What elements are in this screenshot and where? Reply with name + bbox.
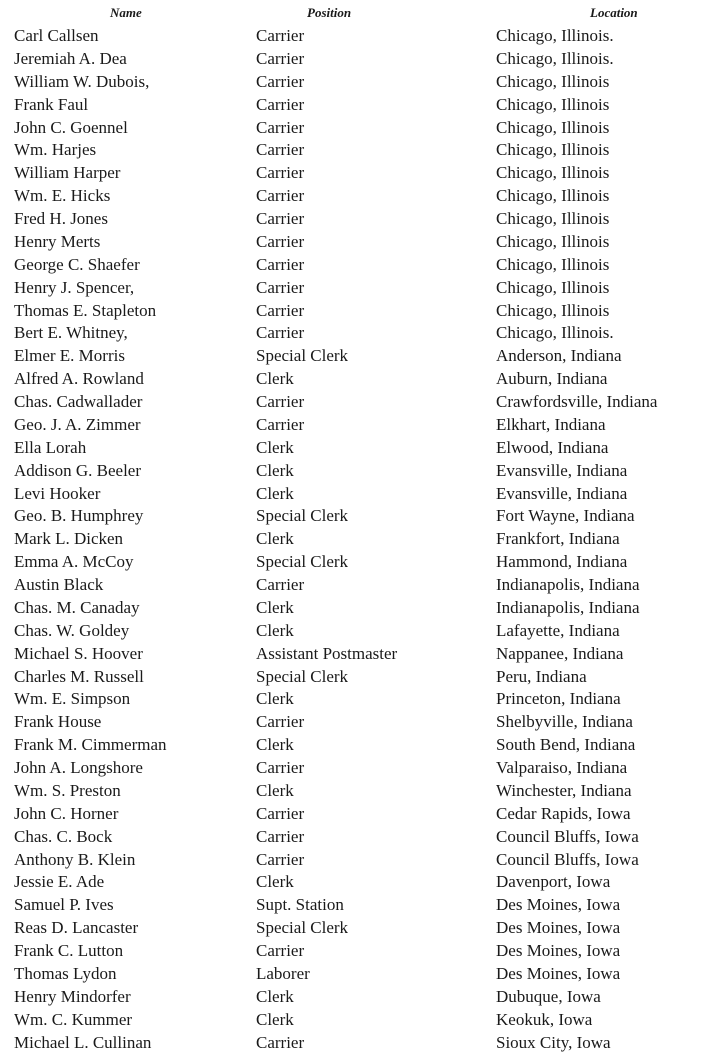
row-name: Geo. J. A. Zimmer [14,414,141,434]
table-row [0,780,724,803]
row-name: Henry Merts [14,231,101,251]
row-location: Des Moines, Iowa [496,941,621,960]
table-row [0,963,724,986]
row-name: Thomas Lydon [14,963,117,983]
row-position: Clerk [256,735,294,755]
row-location: Elkhart, Indiana [496,414,606,434]
row-position: Clerk [256,437,294,457]
row-location: Dubuque, Iowa [496,986,601,1006]
header-name: Name [110,5,142,20]
table-row [0,1009,724,1032]
table-row [0,666,724,689]
row-position: Carrier [256,758,305,777]
table-row [0,711,724,734]
row-location: Davenport, Iowa [496,872,611,892]
row-name: Elmer E. Morris [14,346,125,366]
row-location: Shelbyville, Indiana [496,712,633,732]
row-location: Hammond, Indiana [496,552,628,572]
table-row [0,643,724,666]
row-position: Special Clerk [256,918,349,938]
row-location: Chicago, Illinois [496,231,610,251]
row-position: Carrier [256,48,305,68]
table-row [0,505,724,528]
row-position: Carrier [256,575,305,594]
row-location: Fort Wayne, Indiana [496,506,635,526]
row-location: Sioux City, Iowa [496,1032,611,1052]
row-location: Crawfordsville, Indiana [496,392,658,411]
row-location: Nappanee, Indiana [496,643,624,663]
row-position: Carrier [256,71,305,91]
row-name: Ella Lorah [14,437,87,457]
row-location: Elwood, Indiana [496,437,609,457]
row-name: Henry J. Spencer, [14,277,135,297]
row-position: Special Clerk [256,552,349,572]
row-location: Evansville, Indiana [496,483,628,503]
table-row [0,437,724,460]
row-name: Carl Callsen [14,26,99,45]
row-position: Carrier [256,300,305,320]
row-name: John A. Longshore [14,758,143,777]
table-header [0,5,724,23]
row-name: Frank Faul [14,94,89,114]
row-name: Chas. C. Bock [14,826,113,846]
row-name: Reas D. Lancaster [14,918,139,938]
table-row [0,551,724,574]
row-location: Keokuk, Iowa [496,1009,593,1029]
row-name: Chas. W. Goldey [14,620,130,640]
row-location: Chicago, Illinois [496,254,610,274]
row-name: Geo. B. Humphrey [14,506,144,526]
row-position: Carrier [256,323,305,343]
row-position: Carrier [256,231,305,251]
table-row [0,597,724,620]
row-position: Clerk [256,986,294,1006]
row-position: Carrier [256,94,305,114]
row-position: Carrier [256,117,305,137]
row-name: Charles M. Russell [14,666,144,686]
table-row [0,368,724,391]
row-name: Fred H. Jones [14,209,108,228]
row-position: Carrier [256,803,305,823]
row-location: Indianapolis, Indiana [496,597,640,617]
row-location: Chicago, Illinois [496,209,610,228]
row-position: Clerk [256,483,294,503]
table-row [0,940,724,963]
table-row [0,1032,724,1055]
table-body [0,25,724,1054]
header-location: Location [590,5,638,20]
row-location: Peru, Indiana [496,666,587,686]
row-position: Carrier [256,941,305,960]
row-position: Clerk [256,872,294,892]
table-row [0,48,724,71]
row-position: Clerk [256,1009,294,1029]
row-location: Princeton, Indiana [496,689,621,709]
row-name: Levi Hooker [14,483,101,503]
table-row [0,231,724,254]
table-row [0,94,724,117]
table-row [0,254,724,277]
row-name: Thomas E. Stapleton [14,300,157,320]
table-row [0,917,724,940]
row-name: Mark L. Dicken [14,529,124,549]
table-row [0,483,724,506]
row-position: Carrier [256,712,305,732]
table-row [0,688,724,711]
row-position: Carrier [256,392,305,411]
row-position: Carrier [256,826,305,846]
table-row [0,345,724,368]
row-position: Special Clerk [256,666,349,686]
row-location: Chicago, Illinois. [496,48,614,68]
row-name: Jessie E. Ade [14,872,105,892]
table-row [0,185,724,208]
table-row [0,277,724,300]
row-location: Chicago, Illinois [496,277,610,297]
row-name: Chas. M. Canaday [14,597,140,617]
table-row [0,757,724,780]
row-name: George C. Shaefer [14,254,140,274]
table-row [0,414,724,437]
row-location: Evansville, Indiana [496,460,628,480]
row-location: Des Moines, Iowa [496,918,621,938]
row-name: Henry Mindorfer [14,986,131,1006]
row-location: Chicago, Illinois [496,117,610,137]
row-location: Chicago, Illinois. [496,323,614,343]
table-row [0,208,724,231]
row-name: Wm. E. Hicks [14,186,111,206]
table-row [0,322,724,345]
row-location: Council Bluffs, Iowa [496,826,639,846]
table-row [0,71,724,94]
row-position: Assistant Postmaster [256,643,398,663]
row-position: Clerk [256,689,294,709]
table-row [0,871,724,894]
table-row [0,117,724,140]
row-position: Carrier [256,277,305,297]
table-row [0,620,724,643]
table-row [0,25,724,48]
row-name: Addison G. Beeler [14,460,142,480]
row-location: Chicago, Illinois [496,300,610,320]
row-name: William W. Dubois, [14,71,150,91]
row-location: Frankfort, Indiana [496,529,620,549]
table-row [0,826,724,849]
row-position: Carrier [256,209,305,228]
row-location: Indianapolis, Indiana [496,575,640,594]
row-position: Carrier [256,26,305,45]
row-position: Carrier [256,414,305,434]
row-position: Supt. Station [256,895,344,915]
table-row [0,300,724,323]
row-location: Chicago, Illinois [496,140,610,160]
row-name: Wm. C. Kummer [14,1009,133,1029]
row-position: Clerk [256,597,294,617]
row-name: Alfred A. Rowland [14,369,144,389]
row-position: Special Clerk [256,346,349,366]
row-position: Carrier [256,254,305,274]
row-location: Chicago, Illinois [496,71,610,91]
row-location: Lafayette, Indiana [496,620,620,640]
row-name: Samuel P. Ives [14,895,114,915]
table-row [0,803,724,826]
table-row [0,460,724,483]
row-position: Clerk [256,529,294,549]
row-name: Wm. S. Preston [14,780,121,800]
row-name: Frank M. Cimmerman [14,735,167,755]
row-location: Anderson, Indiana [496,346,622,366]
row-name: Michael L. Cullinan [14,1032,152,1052]
row-location: Chicago, Illinois. [496,26,614,45]
table-row [0,894,724,917]
table-row [0,528,724,551]
row-name: John C. Goennel [14,117,128,137]
row-name: Wm. E. Simpson [14,689,131,709]
row-name: Frank C. Lutton [14,941,124,960]
row-position: Clerk [256,780,294,800]
table-row [0,162,724,185]
row-position: Laborer [256,963,310,983]
row-name: Bert E. Whitney, [14,323,128,343]
row-name: Michael S. Hoover [14,643,143,663]
row-name: Anthony B. Klein [14,849,136,869]
row-position: Special Clerk [256,506,349,526]
row-location: South Bend, Indiana [496,735,636,755]
row-position: Carrier [256,849,305,869]
row-location: Council Bluffs, Iowa [496,849,639,869]
row-name: Emma A. McCoy [14,552,134,572]
row-position: Clerk [256,460,294,480]
header-position: Position [307,5,352,20]
row-position: Clerk [256,620,294,640]
row-name: Wm. Harjes [14,140,97,160]
row-location: Chicago, Illinois [496,186,610,206]
row-location: Des Moines, Iowa [496,895,621,915]
row-location: Des Moines, Iowa [496,963,621,983]
row-location: Chicago, Illinois [496,163,610,183]
table-row [0,574,724,597]
row-position: Carrier [256,140,305,160]
table-row [0,849,724,872]
table-row [0,986,724,1009]
row-position: Carrier [256,163,305,183]
row-name: Jeremiah A. Dea [14,48,127,68]
row-name: John C. Horner [14,803,119,823]
row-location: Chicago, Illinois [496,94,610,114]
row-name: Austin Black [14,575,104,594]
table-row [0,734,724,757]
table-row [0,139,724,162]
row-location: Auburn, Indiana [496,369,608,389]
row-location: Winchester, Indiana [496,780,632,800]
table-row [0,391,724,414]
row-position: Carrier [256,1032,305,1052]
row-name: Frank House [14,712,102,732]
row-location: Cedar Rapids, Iowa [496,803,631,823]
row-position: Carrier [256,186,305,206]
row-location: Valparaiso, Indiana [496,758,628,777]
row-position: Clerk [256,369,294,389]
row-name: William Harper [14,163,121,183]
row-name: Chas. Cadwallader [14,392,143,411]
